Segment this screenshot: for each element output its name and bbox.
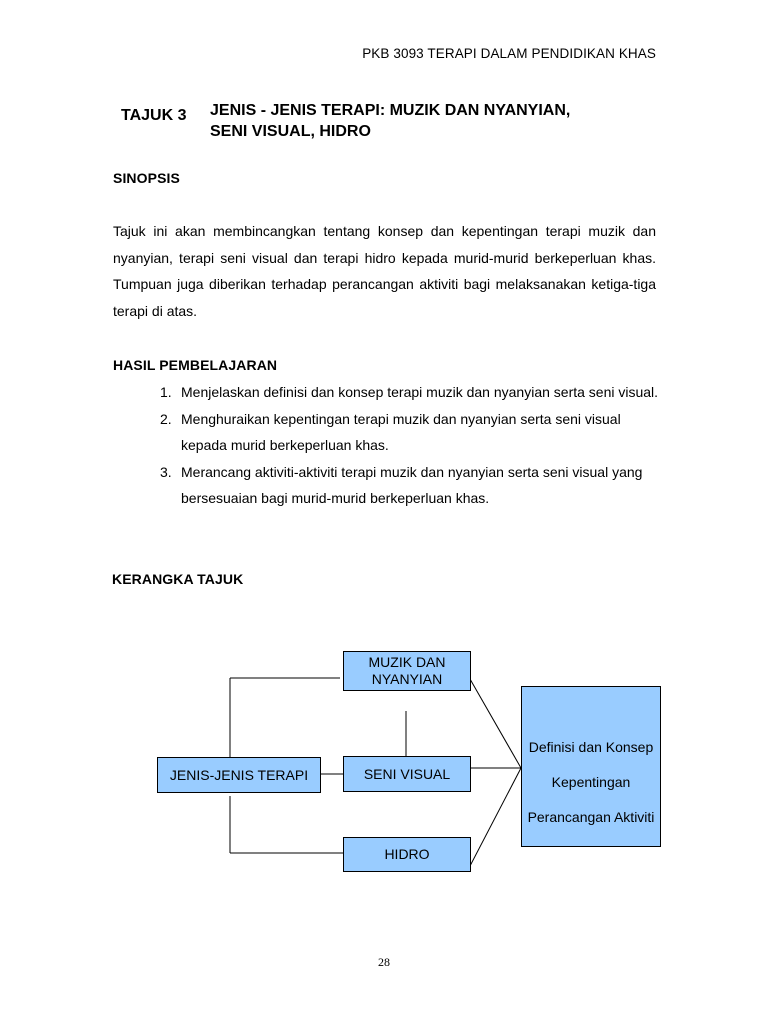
topic-framework-diagram [150,640,670,880]
branch-box-hidro [343,837,471,872]
topic-title-line-2: SENI VISUAL, HIDRO [210,123,371,140]
branch-label-line-2: NYANYIAN [371,671,443,687]
root-box [157,757,321,793]
branch-box-muzik [343,651,471,691]
page-number: 28 [378,955,390,969]
branch-box-seni-visual [343,756,471,792]
running-header: PKB 3093 TERAPI DALAM PENDIDIKAN KHAS [362,46,656,61]
synopsis-heading: SINOPSIS [113,170,180,186]
connector-line [470,768,521,866]
synopsis-text: Tajuk ini akan membincangkan tentang konsep dan kepentingan terapi muzik dan nyanyian, terapi seni visual dan terapi hidro kepada murid-murid berkeperluan khas. Tumpuan juga diberikan terhadap perancangan aktiviti bagi melaksanakan ketiga-tiga terapi di atas. [113,223,656,319]
learning-outcome-item [160,379,660,406]
aspects-box [521,686,661,847]
topic-title-line-1: JENIS - JENIS TERAPI: MUZIK DAN NYANYIAN, [210,102,571,119]
aspect-item: Perancangan Aktiviti [527,809,655,825]
learning-outcome-number: 1. [160,384,172,400]
aspect-item: Kepentingan [551,774,631,790]
learning-outcome-number: 2. [160,410,172,427]
topic-label: TAJUK 3 [121,107,187,124]
branch-label-line-1: MUZIK DAN [368,654,446,670]
learning-outcome-text: Merancang aktiviti-aktiviti terapi muzik dan nyanyian serta seni visual yang bersesuaian bagi murid-murid berkeperluan khas. [181,463,643,506]
learning-outcome-item [160,459,660,512]
framework-heading: KERANGKA TAJUK [112,571,244,587]
branch-label: SENI VISUAL [363,765,451,782]
learning-outcome-number: 3. [160,463,172,480]
learning-outcome-text: Menghuraikan kepentingan terapi muzik dan nyanyian serta seni visual kepada murid berkeperluan khas. [181,410,621,453]
branch-label: HIDRO [384,846,430,862]
learning-outcomes-heading: HASIL PEMBELAJARAN [113,357,278,373]
learning-outcome-text: Menjelaskan definisi dan konsep terapi muzik dan nyanyian serta seni visual. [181,384,659,400]
topic-title [210,100,650,142]
root-label: JENIS-JENIS TERAPI [169,766,309,783]
learning-outcomes-list [160,379,660,512]
learning-outcome-item [160,406,660,459]
aspect-item: Definisi dan Konsep [528,739,654,755]
connector-line [470,679,521,768]
